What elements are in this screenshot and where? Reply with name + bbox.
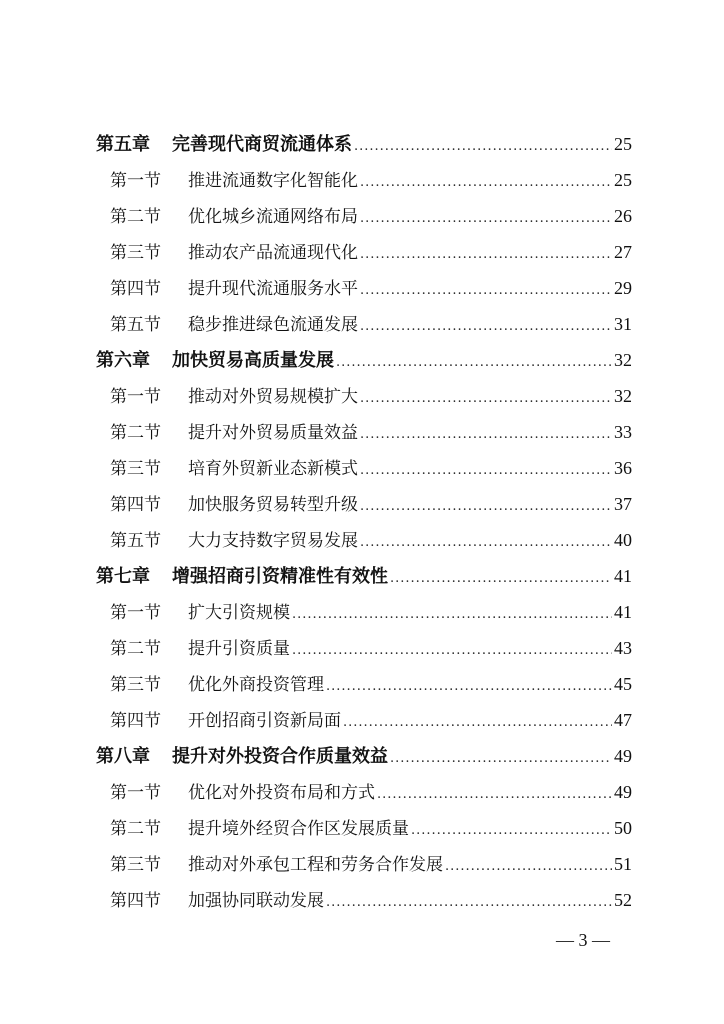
dot-leader <box>360 273 612 309</box>
section-title: 提升引资质量 <box>188 639 290 659</box>
toc-page-number: 41 <box>614 566 632 586</box>
toc-page-number: 31 <box>614 314 632 334</box>
section-title: 优化城乡流通网络布局 <box>188 207 358 227</box>
toc-page-number: 43 <box>614 638 632 658</box>
section-number: 第五节 <box>110 531 161 551</box>
toc-chapter-row[interactable] <box>96 342 632 378</box>
chapter-number: 第七章 <box>96 566 150 587</box>
chapter-title: 完善现代商贸流通体系 <box>172 134 352 155</box>
table-of-contents <box>96 126 632 918</box>
toc-page-number: 40 <box>614 530 632 550</box>
dot-leader <box>343 705 612 741</box>
section-title: 提升境外经贸合作区发展质量 <box>188 819 409 839</box>
section-title: 推动对外贸易规模扩大 <box>188 387 358 407</box>
toc-page-number: 47 <box>614 710 632 730</box>
dot-leader <box>360 453 612 489</box>
section-number: 第四节 <box>110 495 161 515</box>
section-number: 第二节 <box>110 639 161 659</box>
dot-leader <box>360 525 612 561</box>
toc-page-number: 41 <box>614 602 632 622</box>
section-title: 推进流通数字化智能化 <box>188 171 358 191</box>
dot-leader <box>336 345 612 381</box>
toc-page-number: 29 <box>614 278 632 298</box>
section-number: 第三节 <box>110 459 161 479</box>
toc-page-number: 49 <box>614 782 632 802</box>
dot-leader <box>360 237 612 273</box>
dot-leader <box>360 417 612 453</box>
toc-page-number: 25 <box>614 170 632 190</box>
section-title: 开创招商引资新局面 <box>188 711 341 731</box>
section-number: 第二节 <box>110 207 161 227</box>
chapter-number: 第八章 <box>96 746 150 767</box>
section-title: 扩大引资规模 <box>188 603 290 623</box>
dot-leader <box>354 129 612 165</box>
section-number: 第四节 <box>110 891 161 911</box>
toc-section-row[interactable] <box>96 414 632 450</box>
section-title: 优化对外投资布局和方式 <box>188 783 375 803</box>
toc-page-number: 32 <box>614 386 632 406</box>
toc-page-number: 27 <box>614 242 632 262</box>
section-title: 加快服务贸易转型升级 <box>188 495 358 515</box>
toc-chapter-row[interactable] <box>96 738 632 774</box>
section-title: 优化外商投资管理 <box>188 675 324 695</box>
toc-section-row[interactable] <box>96 846 632 882</box>
toc-section-row[interactable] <box>96 378 632 414</box>
dot-leader <box>377 777 612 813</box>
toc-chapter-row[interactable] <box>96 558 632 594</box>
toc-chapter-row[interactable] <box>96 126 632 162</box>
section-title: 提升对外贸易质量效益 <box>188 423 358 443</box>
dot-leader <box>292 633 612 669</box>
toc-section-row[interactable] <box>96 486 632 522</box>
toc-page-number: 36 <box>614 458 632 478</box>
section-title: 培育外贸新业态新模式 <box>188 459 358 479</box>
section-number: 第二节 <box>110 819 161 839</box>
toc-page-number: 51 <box>614 854 632 874</box>
section-number: 第一节 <box>110 783 161 803</box>
toc-page-number: 26 <box>614 206 632 226</box>
toc-section-row[interactable] <box>96 594 632 630</box>
toc-section-row[interactable] <box>96 270 632 306</box>
toc-page-number: 50 <box>614 818 632 838</box>
toc-page-number: 33 <box>614 422 632 442</box>
toc-section-row[interactable] <box>96 666 632 702</box>
toc-page-number: 49 <box>614 746 632 766</box>
section-number: 第五节 <box>110 315 161 335</box>
chapter-title: 加快贸易高质量发展 <box>172 350 334 371</box>
toc-page-number: 25 <box>614 134 632 154</box>
toc-section-row[interactable] <box>96 198 632 234</box>
chapter-title: 增强招商引资精准性有效性 <box>172 566 388 587</box>
dot-leader <box>360 201 612 237</box>
chapter-title: 提升对外投资合作质量效益 <box>172 746 388 767</box>
toc-section-row[interactable] <box>96 882 632 918</box>
toc-section-row[interactable] <box>96 234 632 270</box>
section-number: 第三节 <box>110 675 161 695</box>
dot-leader <box>360 489 612 525</box>
dot-leader <box>360 165 612 201</box>
section-number: 第三节 <box>110 243 161 263</box>
toc-section-row[interactable] <box>96 630 632 666</box>
dot-leader <box>360 381 612 417</box>
toc-section-row[interactable] <box>96 702 632 738</box>
toc-section-row[interactable] <box>96 522 632 558</box>
toc-section-row[interactable] <box>96 450 632 486</box>
section-title: 推动农产品流通现代化 <box>188 243 358 263</box>
section-number: 第一节 <box>110 603 161 623</box>
toc-section-row[interactable] <box>96 810 632 846</box>
page-number: — 3 — <box>556 930 610 950</box>
dot-leader <box>360 309 612 345</box>
toc-section-row[interactable] <box>96 774 632 810</box>
section-title: 大力支持数字贸易发展 <box>188 531 358 551</box>
section-title: 加强协同联动发展 <box>188 891 324 911</box>
toc-section-row[interactable] <box>96 162 632 198</box>
toc-page-number: 37 <box>614 494 632 514</box>
section-title: 提升现代流通服务水平 <box>188 279 358 299</box>
dot-leader <box>326 669 612 705</box>
section-title: 稳步推进绿色流通发展 <box>188 315 358 335</box>
dot-leader <box>326 885 612 921</box>
section-number: 第四节 <box>110 711 161 731</box>
dot-leader <box>292 597 612 633</box>
toc-page-number: 45 <box>614 674 632 694</box>
section-number: 第一节 <box>110 171 161 191</box>
section-title: 推动对外承包工程和劳务合作发展 <box>188 855 443 875</box>
section-number: 第一节 <box>110 387 161 407</box>
toc-section-row[interactable] <box>96 306 632 342</box>
chapter-number: 第六章 <box>96 350 150 371</box>
dot-leader <box>390 561 612 597</box>
toc-page-number: 52 <box>614 890 632 910</box>
chapter-number: 第五章 <box>96 134 150 155</box>
section-number: 第二节 <box>110 423 161 443</box>
toc-page-number: 32 <box>614 350 632 370</box>
dot-leader <box>390 741 612 777</box>
dot-leader <box>445 849 612 885</box>
section-number: 第三节 <box>110 855 161 875</box>
dot-leader <box>411 813 612 849</box>
section-number: 第四节 <box>110 279 161 299</box>
